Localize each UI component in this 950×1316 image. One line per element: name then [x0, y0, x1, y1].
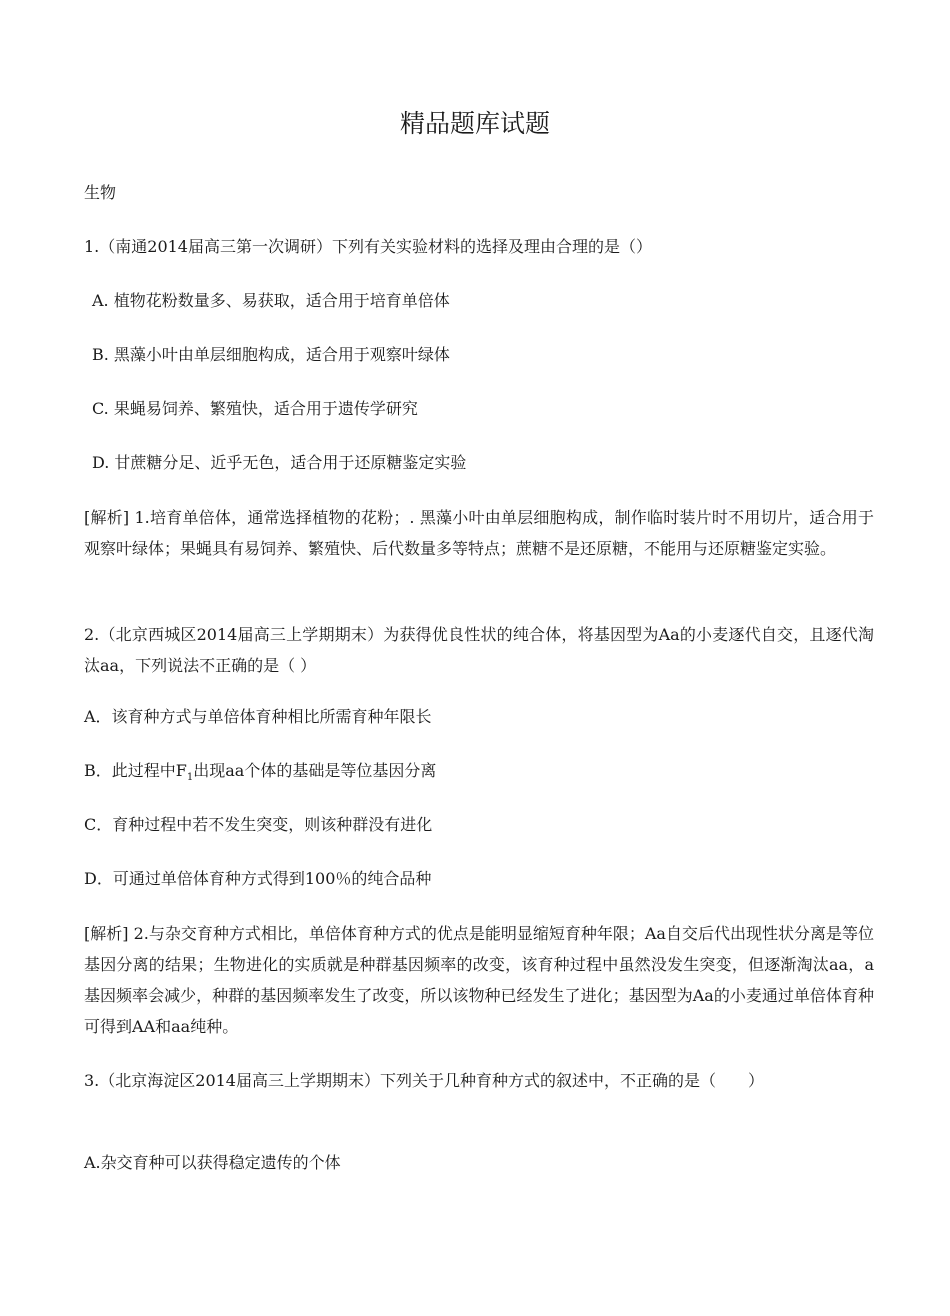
question-1-option-c: C. 果蝇易饲养、繁殖快，适合用于遗传学研究 [92, 399, 418, 418]
question-2-stem: 2.（北京西城区2014届高三上学期期末）为获得优良性状的纯合体，将基因型为Aa的小麦逐代自交，且逐代淘汰aa，下列说法不正确的是（ ） [84, 625, 874, 675]
question-3-option-a: A.杂交育种可以获得稳定遗传的个体 [84, 1153, 341, 1172]
question-2-option-b-end: 出现aa个体的基础是等位基因分离 [193, 761, 437, 780]
question-2-option-b-start: B．此过程中F [84, 761, 187, 780]
question-1-analysis: [解析] 1.培育单倍体，通常选择植物的花粉；. 黑藻小叶由单层细胞构成，制作临时装片时不用切片，适合用于观察叶绿体；果蝇具有易饲养、繁殖快、后代数量多等特点；蔗糖不是还原糖，不能用与还原糖鉴定实验。 [84, 508, 874, 558]
question-2-option-c: C．育种过程中若不发生突变，则该种群没有进化 [84, 815, 433, 834]
question-1-option-b: B. 黑藻小叶由单层细胞构成，适合用于观察叶绿体 [92, 345, 450, 364]
question-2-option-d: D．可通过单倍体育种方式得到100％的纯合品种 [84, 869, 432, 888]
question-1-option-d: D. 甘蔗糖分足、近乎无色，适合用于还原糖鉴定实验 [92, 453, 467, 472]
question-3-stem: 3.（北京海淀区2014届高三上学期期末）下列关于几种育种方式的叙述中，不正确的是（ ） [84, 1071, 764, 1090]
subject-label: 生物 [84, 183, 117, 202]
question-1-stem: 1.（南通2014届高三第一次调研）下列有关实验材料的选择及理由合理的是（） [84, 237, 652, 256]
question-2-option-b [84, 756, 874, 786]
question-2-option-a: A．该育种方式与单倍体育种相比所需育种年限长 [84, 707, 432, 726]
question-2-option-b-subscript: 1 [186, 772, 194, 784]
question-2-analysis: [解析] 2.与杂交育种方式相比，单倍体育种方式的优点是能明显缩短育种年限；Aa自交后代出现性状分离是等位基因分离的结果；生物进化的实质就是种群基因频率的改变，该育种过程中虽然没发生突变，但逐渐淘汰aa，a基因频率会减少，种群的基因频率发生了改变，所以该物种已经发生了进化；基因型为Aa的小麦通过单倍体育种可得到AA和aa纯种。 [84, 924, 874, 1036]
page-title: 精品题库试题 [399, 109, 550, 138]
question-1-option-a: A. 植物花粉数量多、易获取，适合用于培育单倍体 [92, 291, 450, 310]
